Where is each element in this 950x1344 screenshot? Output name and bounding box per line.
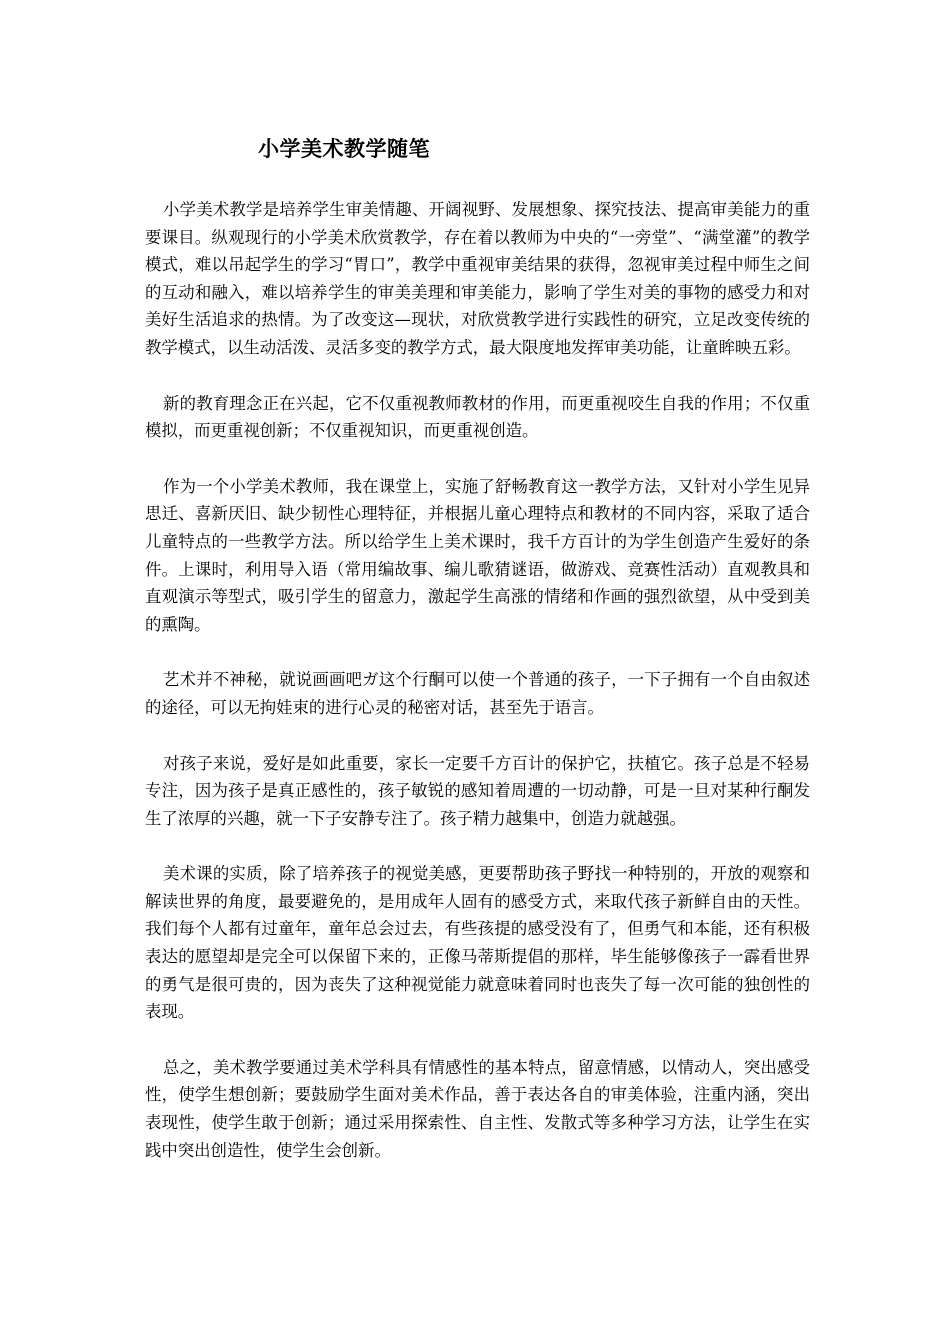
- paragraph-1: 小学美术教学是培养学生审美情趣、开阔视野、发展想象、探究技法、提高审美能力的重要课目。纵观现行的小学美术欣赏教学，存在着以教师为中央的“一旁堂”、“满堂灌”的教学模式，难以吊起学生的学习“胃口”，教学中重视审美结果的获得，忽视审美过程中师生之间的互动和融入，难以培养学生的审美美理和审美能力，影响了学生对美的事物的感受力和对美好生活追求的热情。为了改变这—现状，对欣赏教学进行实践性的研究，立足改变传统的教学模式，以生动活泼、灵活多变的教学方式，最大限度地发挥审美功能，让童眸映五彩。: [145, 200, 810, 357]
- paragraph-5: 对孩子来说，爱好是如此重要，家长一定要千方百计的保护它，扶植它。孩子总是不轻易专注，因为孩子是真正感性的，孩子敏锐的感知着周遭的一切动静，可是一旦对某种行酮发生了浓厚的兴趣，就一下子安静专注了。孩子精力越集中，创造力就越强。: [145, 753, 810, 828]
- paragraph-4: 艺术并不神秘，就说画画吧ガ这个行酮可以使一个普通的孩子，一下子拥有一个自由叙述的途径，可以无拘娃束的进行心灵的秘密对话，甚至先于语言。: [145, 670, 810, 717]
- paragraph-6: 美术课的实质，除了培养孩子的视觉美感，更要帮助孩子野找一种特别的，开放的观察和解读世界的角度，最要避免的，是用成年人固有的感受方式，来取代孩子新鲜自由的天性。我们每个人都有过童年，童年总会过去，有些孩提的感受没有了，但勇气和本能，还有积极表达的愿望却是完全可以保留下来的，正像马蒂斯提倡的那样，毕生能够像孩子一霹看世界的勇气是很可贵的，因为丧失了这种视觉能力就意味着同时也丧失了每一次可能的独创性的表现。: [145, 864, 810, 1022]
- document-body: [145, 196, 810, 1192]
- paragraph-7: 总之，美术教学要通过美术学科具有情感性的基本特点，留意情感，以情动人，突出感受性，使学生想创新；要鼓励学生面对美术作品，善于表达各自的审美体验，注重内涵，突出表现性，使学生敢于创新；通过采用探索性、自主性、发散式等多种学习方法，让学生在实践中突出创造性，使学生会创新。: [145, 1057, 810, 1160]
- paragraph-3: 作为一个小学美术教师，我在课堂上，实施了舒畅教育这一教学方法，又针对小学生见异思迁、喜新厌旧、缺少韧性心理特征，并根据儿童心理特点和教材的不同内容，采取了适合儿童特点的一些教学方法。所以给学生上美术课时，我千方百计的为学生创造产生爱好的条件。上课时，利用导入语（常用编故事、编儿歌猜谜语，做游戏、竞赛性活动）直观教具和直观演示等型式，吸引学生的留意力，激起学生高涨的情绪和作画的强烈欲望，从中受到美的熏陶。: [145, 476, 810, 634]
- paragraph-2: 新的教育理念正在兴起，它不仅重视教师教材的作用，而更重视咬生自我的作用；不仅重模拟，而更重视创新；不仅重视知识，而更重视创造。: [145, 393, 810, 441]
- document-title: 小学美术教学随笔: [258, 136, 430, 161]
